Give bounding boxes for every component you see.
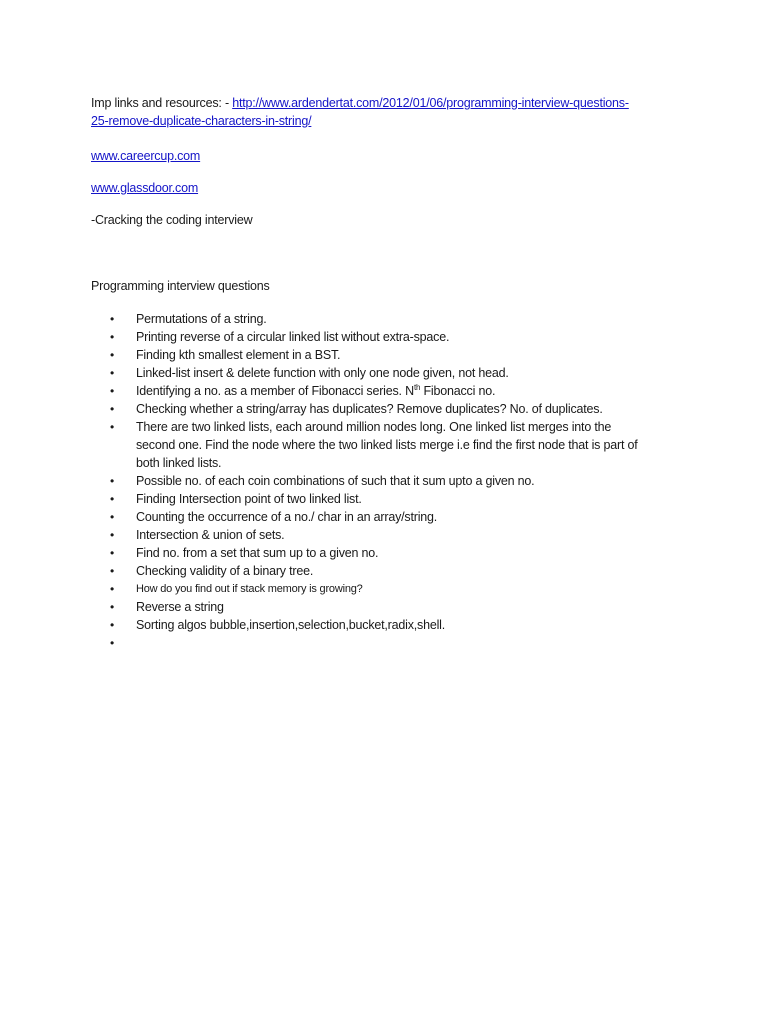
list-item-text-line2: second one. Find the node where the two linked lists merge i.e find the first node that is part of xyxy=(136,438,638,452)
questions-list xyxy=(91,310,691,652)
list-item xyxy=(91,562,691,580)
list-item xyxy=(91,364,691,382)
bullet-icon: • xyxy=(110,510,115,524)
list-item-text: Intersection & union of sets. xyxy=(136,528,285,542)
resources-line-continued xyxy=(91,112,311,130)
list-item xyxy=(91,598,691,616)
bullet-icon: • xyxy=(110,348,115,362)
list-item-text: Possible no. of each coin combinations of such that it sum upto a given no. xyxy=(136,474,535,488)
list-item xyxy=(91,508,691,526)
book-reference: -Cracking the coding interview xyxy=(91,213,253,227)
list-item-text: Linked-list insert & delete function with only one node given, not head. xyxy=(136,366,509,380)
list-item-text: Finding Intersection point of two linked list. xyxy=(136,492,362,506)
bullet-icon: • xyxy=(110,582,115,596)
list-item xyxy=(91,616,691,634)
glassdoor-line xyxy=(91,179,198,197)
list-item-text: Identifying a no. as a member of Fibonacci series. N xyxy=(136,384,414,398)
bullet-icon: • xyxy=(110,384,115,398)
list-item-text: Sorting algos bubble,insertion,selection,bucket,radix,shell. xyxy=(136,618,446,632)
bullet-icon: • xyxy=(110,492,115,506)
list-item-text: Checking validity of a binary tree. xyxy=(136,564,314,578)
questions-heading: Programming interview questions xyxy=(91,279,270,293)
list-item-text: Printing reverse of a circular linked list without extra-space. xyxy=(136,330,450,344)
list-item-text: Finding kth smallest element in a BST. xyxy=(136,348,341,362)
list-item xyxy=(91,544,691,562)
list-item-text: Find no. from a set that sum up to a given no. xyxy=(136,546,379,560)
bullet-icon: • xyxy=(110,474,115,488)
ardendertat-link[interactable]: http://www.ardendertat.com/2012/01/06/programming-interview-questions- xyxy=(232,96,629,110)
careercup-link[interactable]: www.careercup.com xyxy=(91,149,201,163)
bullet-icon: • xyxy=(110,402,115,416)
list-item xyxy=(91,400,691,418)
list-item-text: Checking whether a string/array has duplicates? Remove duplicates? No. of duplicates. xyxy=(136,402,603,416)
resources-line xyxy=(91,94,629,112)
bullet-icon: • xyxy=(110,420,115,434)
list-item xyxy=(91,310,691,328)
list-item-text: There are two linked lists, each around million nodes long. One linked list merges into the xyxy=(136,420,612,434)
list-item xyxy=(91,382,691,400)
bullet-icon: • xyxy=(110,618,115,632)
bullet-icon: • xyxy=(110,330,115,344)
list-item xyxy=(91,346,691,364)
ardendertat-link-continued[interactable]: 25-remove-duplicate-characters-in-string/ xyxy=(91,114,312,128)
list-item xyxy=(91,418,691,472)
list-item-text: Reverse a string xyxy=(136,600,224,614)
bullet-icon: • xyxy=(110,312,115,326)
list-item xyxy=(91,328,691,346)
superscript-th: th xyxy=(413,382,421,392)
list-item-text: Permutations of a string. xyxy=(136,312,267,326)
bullet-icon: • xyxy=(110,546,115,560)
bullet-icon: • xyxy=(110,600,115,614)
bullet-icon: • xyxy=(110,636,115,650)
list-item xyxy=(91,490,691,508)
list-item-text-end: Fibonacci no. xyxy=(420,384,496,398)
list-item-text: Counting the occurrence of a no./ char in an array/string. xyxy=(136,510,438,524)
bullet-icon: • xyxy=(110,528,115,542)
list-item-text-line3: both linked lists. xyxy=(136,456,222,470)
list-item xyxy=(91,526,691,544)
resources-label: Imp links and resources: - xyxy=(91,96,233,110)
bullet-icon: • xyxy=(110,564,115,578)
glassdoor-link[interactable]: www.glassdoor.com xyxy=(91,181,199,195)
list-item xyxy=(91,580,691,598)
list-item-empty xyxy=(91,634,691,652)
list-item-text: How do you find out if stack memory is growing? xyxy=(136,583,363,595)
bullet-icon: • xyxy=(110,366,115,380)
list-item xyxy=(91,472,691,490)
careercup-line xyxy=(91,147,200,165)
